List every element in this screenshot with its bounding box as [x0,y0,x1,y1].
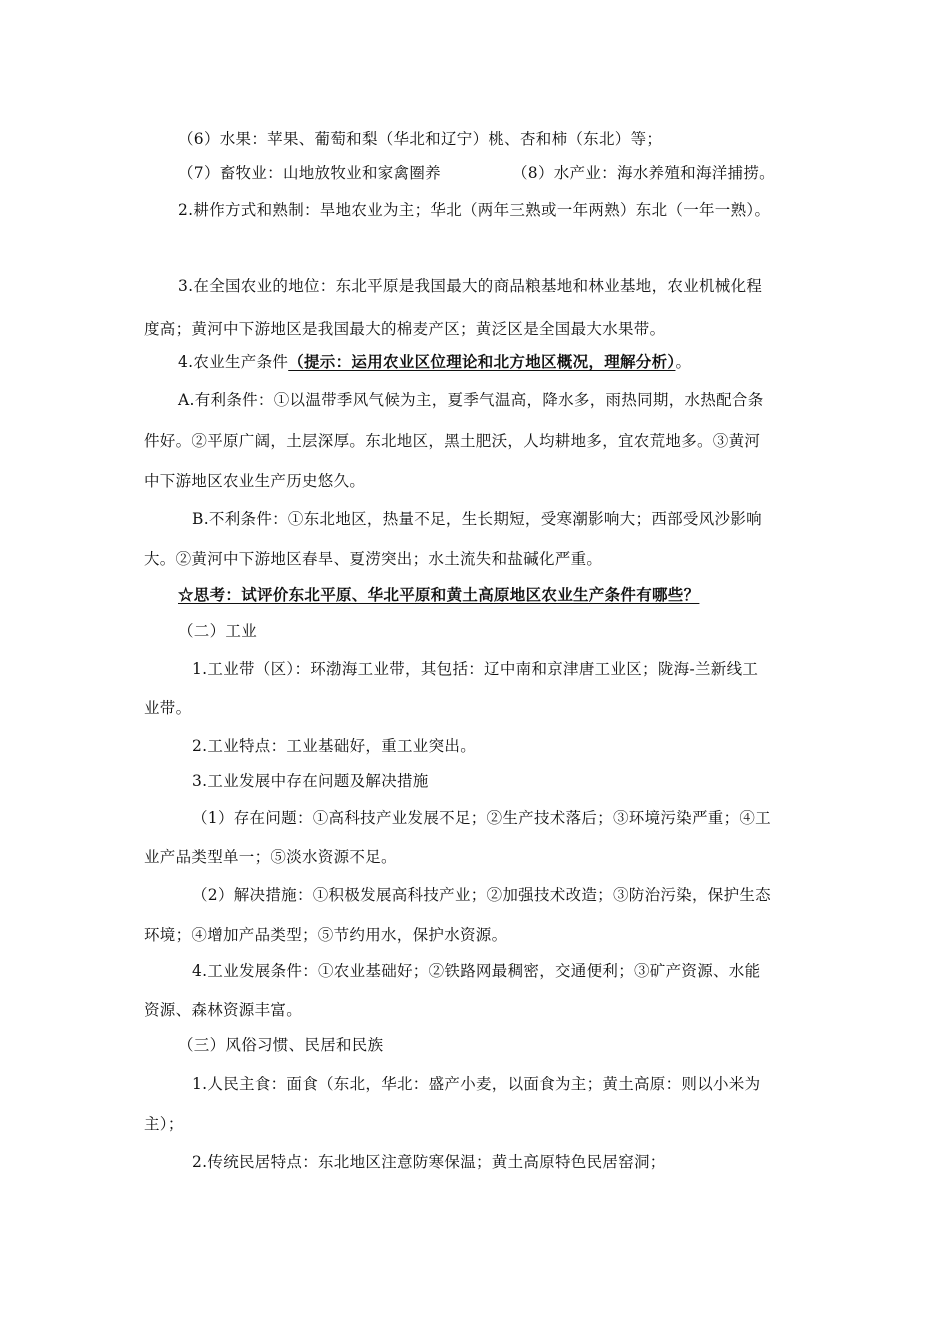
text-line: 3.工业发展中存在问题及解决措施 [192,772,429,790]
text-line: 2.工业特点：工业基础好，重工业突出。 [192,737,476,755]
text-line: 2.传统民居特点：东北地区注意防寒保温；黄土高原特色民居窑洞； [192,1153,666,1171]
text-line: 3.在全国农业的地位：东北平原是我国最大的商品粮基地和林业基地，农业机械化程 [178,277,763,295]
text-line: 度高；黄河中下游地区是我国最大的棉麦产区；黄泛区是全国最大水果带。 [144,320,666,338]
text-line: 2.耕作方式和熟制：旱地农业为主；华北（两年三熟或一年两熟）东北（一年一熟）。 [178,201,771,219]
text-span: 。 [675,353,692,371]
text-line: A.有利条件：①以温带季风气候为主，夏季气温高，降水多，雨热同期，水热配合条 [178,391,764,409]
text-line: 中下游地区农业生产历史悠久。 [144,472,366,490]
text-line: B.不利条件：①东北地区，热量不足，生长期短，受寒潮影响大；西部受风沙影响 [192,510,762,528]
text-line: 1.工业带（区）：环渤海工业带，其包括：辽中南和京津唐工业区；陇海-兰新线工 [192,660,759,678]
text-line: 主）； [144,1115,184,1133]
text-line: （6）水果：苹果、葡萄和梨（华北和辽宁）桃、杏和柿（东北）等； [178,130,663,148]
text-line: （8）水产业：海水养殖和海洋捕捞。 [512,164,775,182]
text-line: 件好。②平原广阔，土层深厚。东北地区，黑土肥沃，人均耕地多，宜农荒地多。③黄河 [144,432,761,450]
text-line: 1.人民主食：面食（东北，华北：盛产小麦，以面食为主；黄土高原：则以小米为 [192,1075,761,1093]
section-heading: （三）风俗习惯、民居和民族 [178,1036,384,1054]
text-line: （1）存在问题：①高科技产业发展不足；②生产技术落后；③环境污染严重；④工 [192,809,771,827]
text-line: （7）畜牧业：山地放牧业和家禽圈养 [178,164,441,182]
section-heading: （二）工业 [178,622,258,640]
text-line: 4.工业发展条件：①农业基础好；②铁路网最稠密，交通便利；③矿产资源、水能 [192,962,761,980]
text-span: 4.农业生产条件 [178,353,289,371]
text-line: 业带。 [144,699,192,717]
text-line: 环境；④增加产品类型；⑤节约用水，保护水资源。 [144,926,508,944]
text-line: 业产品类型单一；⑤淡水资源不足。 [144,848,397,866]
text-line [178,352,691,372]
text-line: 大。②黄河中下游地区春旱、夏涝突出；水土流失和盐碱化严重。 [144,550,603,568]
think-question: ☆思考：试评价东北平原、华北平原和黄土高原地区农业生产条件有哪些？ [178,585,700,604]
text-line: （2）解决措施：①积极发展高科技产业；②加强技术改造；③防治污染，保护生态 [192,886,771,904]
hint-note: （提示：运用农业区位理论和北方地区概况，理解分析） [288,352,676,371]
text-line: 资源、森林资源丰富。 [144,1001,303,1019]
